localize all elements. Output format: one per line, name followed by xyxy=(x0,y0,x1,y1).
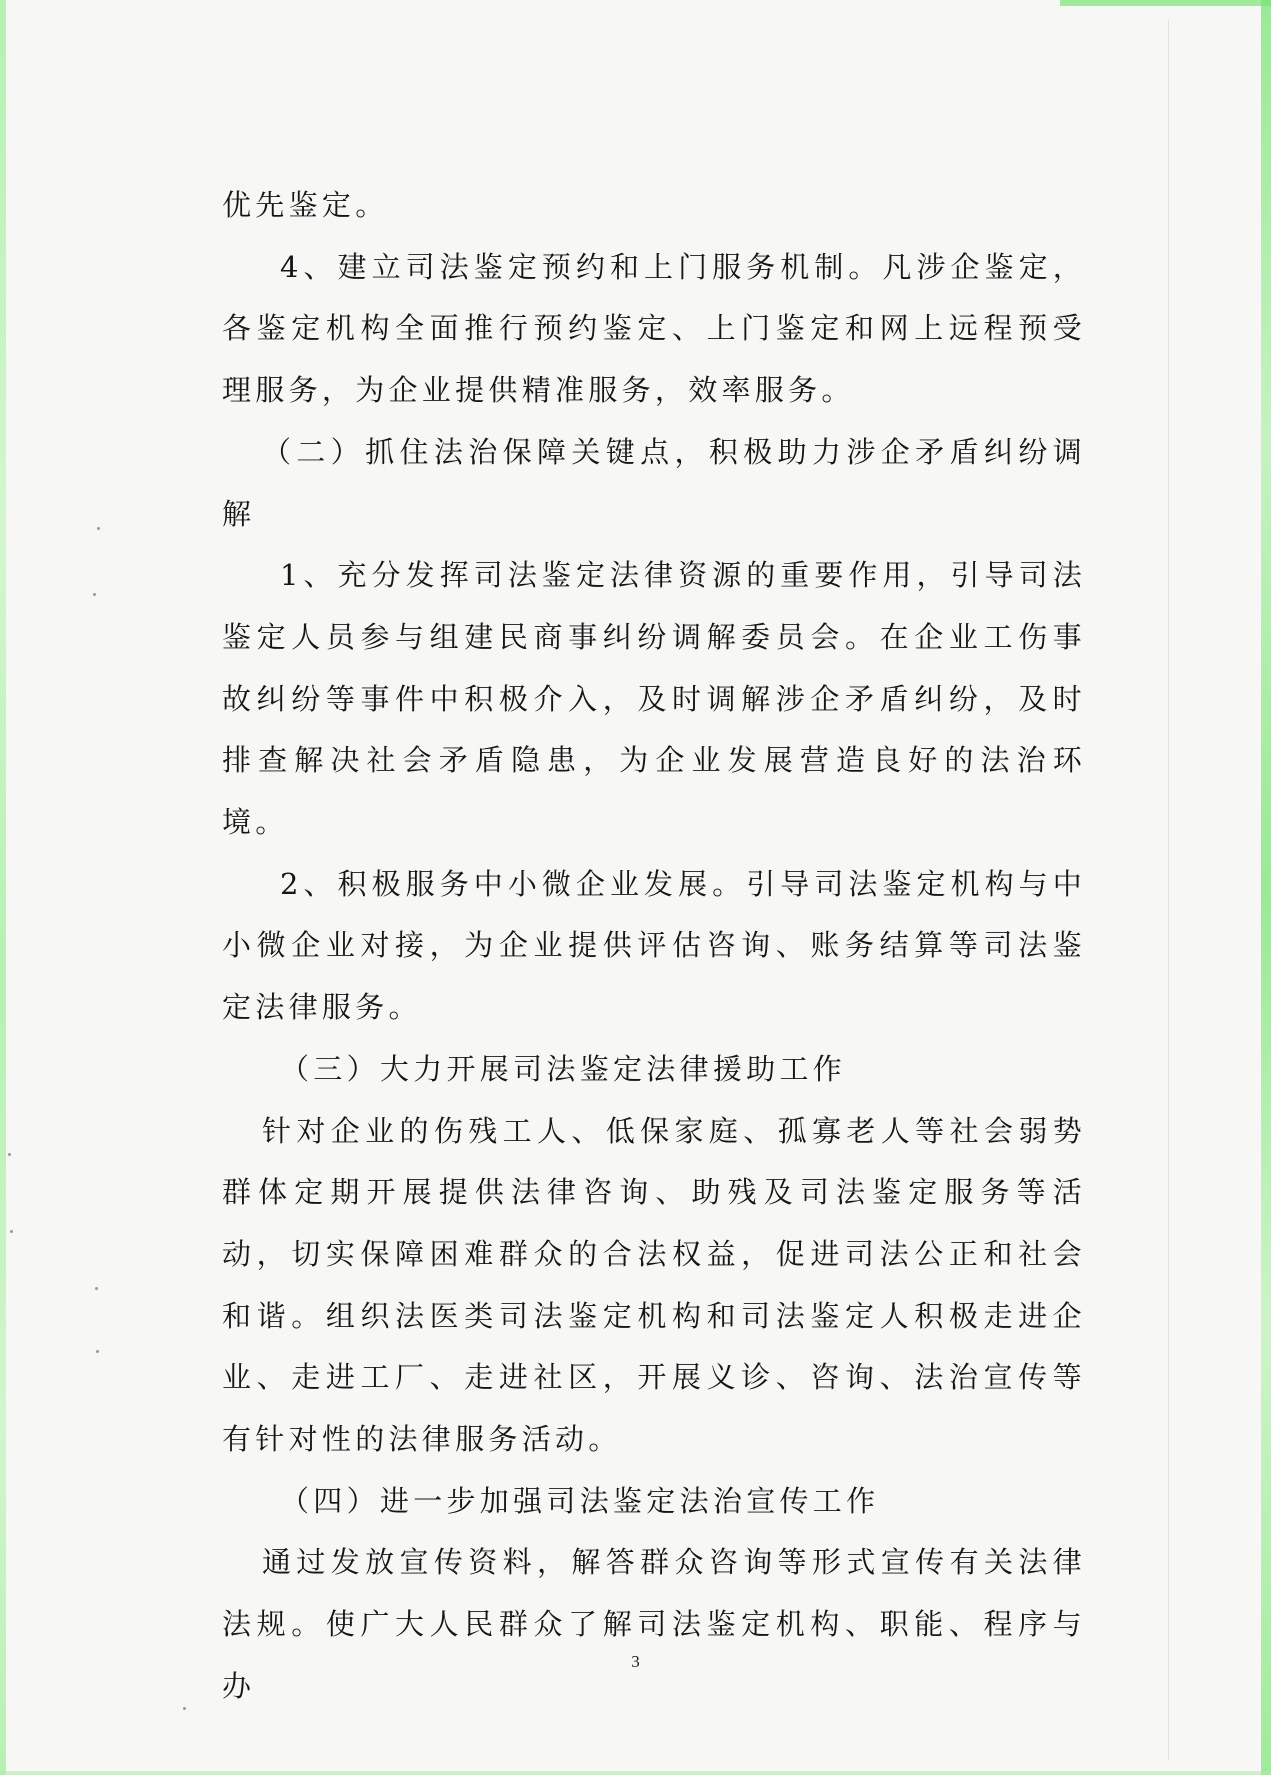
section-heading-3: （三）大力开展司法鉴定法律援助工作 xyxy=(280,1051,847,1086)
scan-speck xyxy=(8,1153,11,1156)
scan-speck xyxy=(183,1707,186,1710)
scan-speck xyxy=(95,1287,98,1290)
paragraph-publicity: 通过发放宣传资料，解答群众咨询等形式宣传有关法律法规。使广大人民群众了解司法鉴定机构、职能、程序与办 xyxy=(222,1545,1086,1703)
document-body xyxy=(222,175,1086,1718)
scan-speck xyxy=(10,1230,13,1233)
scan-speck xyxy=(96,1350,99,1353)
section-heading-4: （四）进一步加强司法鉴定法治宣传工作 xyxy=(280,1483,880,1518)
scan-edge-top xyxy=(1060,0,1271,6)
paragraph-item-4: 4、建立司法鉴定预约和上门服务机制。凡涉企鉴定，各鉴定机构全面推行预约鉴定、上门鉴定和网上远程预受理服务，为企业提供精准服务，效率服务。 xyxy=(222,249,1086,408)
paragraph-legal-aid: 针对企业的伤残工人、低保家庭、孤寡老人等社会弱势群体定期开展提供法律咨询、助残及司法鉴定服务等活动，切实保障困难群众的合法权益，促进司法公正和社会和谐。组织法医类司法鉴定机构和司法鉴定人积极走进企业、走进工厂、走进社区，开展义诊、咨询、法治宣传等有针对性的法律服务活动。 xyxy=(222,1113,1086,1457)
scan-edge-left xyxy=(0,0,6,1775)
scan-speck xyxy=(97,527,100,530)
scan-fold-line xyxy=(1168,20,1169,1760)
paragraph-continuation: 优先鉴定。 xyxy=(222,188,389,222)
page-number: 3 xyxy=(631,1652,640,1671)
paragraph-item-1: 1、充分发挥司法鉴定法律资源的重要作用，引导司法鉴定人员参与组建民商事纠纷调解委员会。在企业工伤事故纠纷等事件中积极介入，及时调解涉企矛盾纠纷，及时排查解决社会矛盾隐患，为企业发展营造良好的法治环境。 xyxy=(222,558,1086,840)
scan-speck xyxy=(93,593,96,596)
section-heading-2: （二）抓住法治保障关键点，积极助力涉企矛盾纠纷调解 xyxy=(222,434,1086,531)
paragraph-item-2: 2、积极服务中小微企业发展。引导司法鉴定机构与中小微企业对接，为企业提供评估咨询、账务结算等司法鉴定法律服务。 xyxy=(222,866,1086,1025)
scan-edge-bottom xyxy=(0,1771,1271,1775)
scan-edge-right xyxy=(1261,0,1271,1775)
